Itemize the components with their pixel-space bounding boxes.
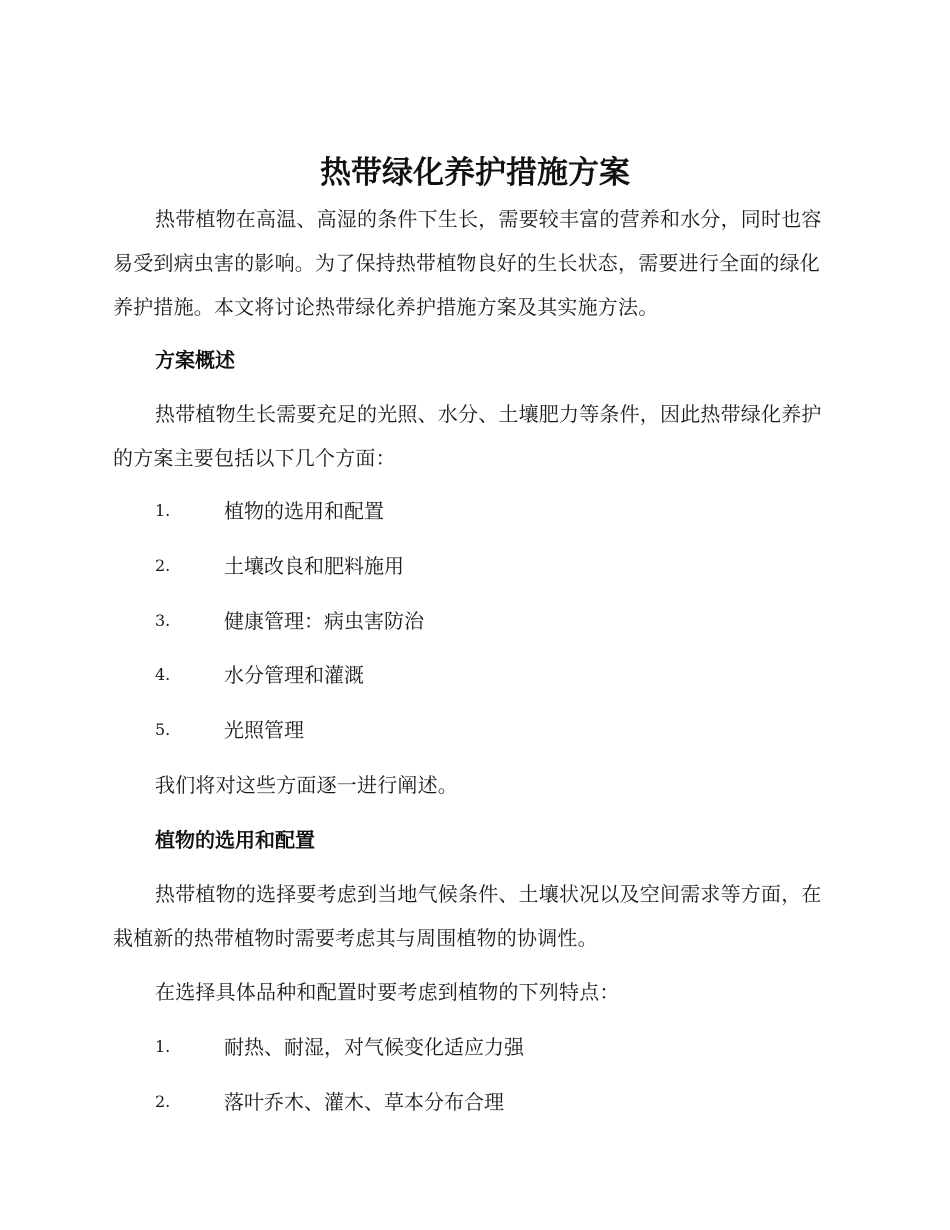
list-item [155, 496, 855, 526]
overview-closing: 我们将对这些方面逐一进行阐述。 [155, 773, 458, 797]
list-text: 健康管理：病虫害防治 [224, 609, 424, 633]
list-text: 光照管理 [224, 718, 304, 742]
intro-paragraph: 热带植物在高温、高湿的条件下生长，需要较丰富的营养和水分，同时也容易受到病虫害的影响。为了保持热带植物良好的生长状态，需要进行全面的绿化养护措施。本文将讨论热带绿化养护措施方案及其实施方法。 [113, 207, 822, 319]
list-item [155, 715, 855, 745]
list-text: 水分管理和灌溉 [224, 663, 364, 687]
list-text: 土壤改良和肥料施用 [224, 554, 404, 578]
list-number: 2. [155, 1092, 171, 1111]
list-item [155, 1087, 855, 1117]
document-title: 热带绿化养护措施方案 [320, 155, 630, 191]
list-item [155, 1032, 855, 1062]
list-number: 1. [155, 1037, 171, 1056]
plant-selection-paragraph: 热带植物的选择要考虑到当地气候条件、土壤状况以及空间需求等方面，在栽植新的热带植物时需要考虑其与周围植物的协调性。 [113, 882, 822, 950]
list-item [155, 606, 855, 636]
overview-paragraph: 热带植物生长需要充足的光照、水分、土壤肥力等条件，因此热带绿化养护的方案主要包括以下几个方面： [113, 402, 822, 470]
list-text: 耐热、耐湿，对气候变化适应力强 [224, 1035, 524, 1059]
section-heading-overview: 方案概述 [155, 348, 235, 372]
section-heading-plant-selection: 植物的选用和配置 [155, 828, 315, 852]
list-number: 5. [155, 720, 171, 739]
list-item [155, 551, 855, 581]
list-number: 2. [155, 556, 171, 575]
list-item [155, 660, 855, 690]
list-text: 植物的选用和配置 [224, 499, 384, 523]
list-text: 落叶乔木、灌木、草本分布合理 [224, 1090, 504, 1114]
list-number: 4. [155, 665, 171, 684]
list-number: 3. [155, 611, 171, 630]
plant-traits-intro: 在选择具体品种和配置时要考虑到植物的下列特点： [155, 980, 620, 1004]
list-number: 1. [155, 501, 171, 520]
